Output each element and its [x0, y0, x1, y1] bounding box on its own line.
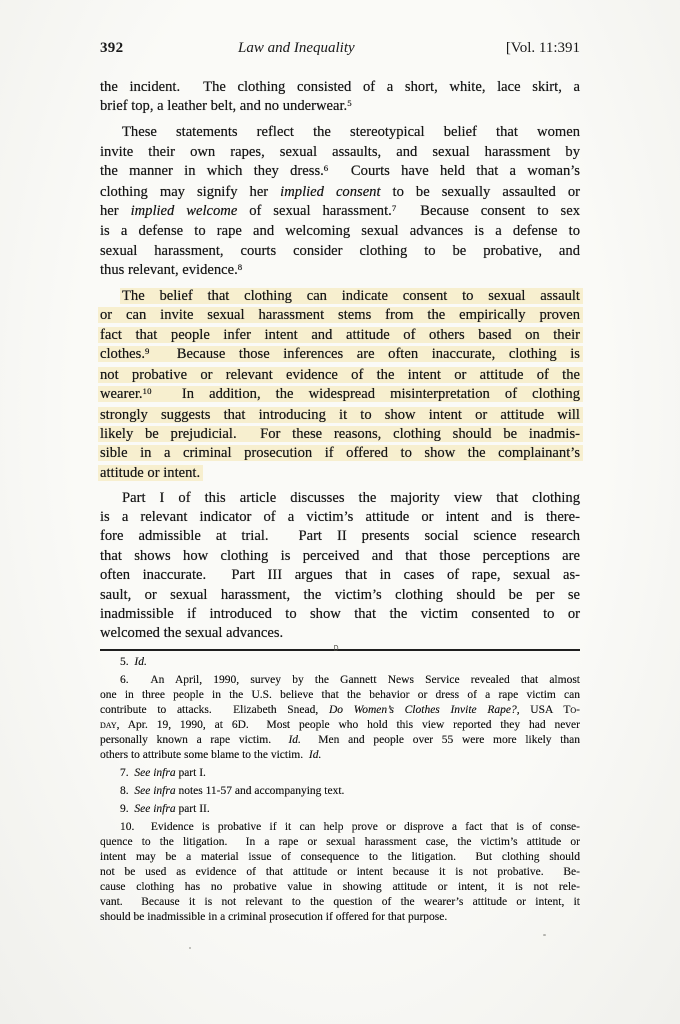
- footnote-marker: 7: [391, 202, 397, 213]
- text-run: fore admissible at trial. Part II presents social science research: [100, 528, 580, 545]
- text-line: [100, 326, 580, 345]
- text-line: [100, 183, 580, 202]
- text-run: sible in a criminal prosecution if offered to show the complainant’s: [100, 445, 580, 462]
- text-run: 10. Evidence is probative if it can help prove or disprove a fact that is of conse-: [120, 820, 580, 833]
- footnote-marker: 6: [323, 162, 329, 173]
- text-run: Id.: [308, 748, 322, 761]
- text-line: [100, 162, 580, 182]
- text-run: quence to the litigation. In a rape or sexual harassment case, the victim’s attitude or: [100, 835, 580, 848]
- text-line: [100, 895, 580, 910]
- text-run: 9.: [120, 802, 135, 815]
- text-run: others to attribute some blame to the victim.: [100, 748, 309, 761]
- footnote-separator-rule: [100, 649, 580, 651]
- text-line: [100, 605, 580, 624]
- text-run: In addition, the widespread misinterpretation of clothing: [151, 386, 580, 403]
- page-number: 392: [100, 40, 124, 56]
- text-run: not be used as evidence of that attitude or intent because it is not probative. Be-: [100, 865, 580, 878]
- text-run: strongly suggests that introducing it to show intent or attitude will: [100, 406, 580, 423]
- footnotes-section: [100, 655, 580, 925]
- text-run: Men and people over 55 were more likely than: [300, 733, 580, 746]
- text-line: [100, 425, 580, 444]
- text-run: attitude or intent.: [100, 464, 201, 481]
- text-line: [100, 489, 580, 508]
- text-run: These statements reflect the stereotypical belief that women: [122, 124, 580, 141]
- paragraph: [100, 784, 580, 799]
- text-run: sexual harassment, courts consider clothing to be probative, and: [100, 242, 580, 259]
- text-line: [100, 508, 580, 527]
- text-run: the incident. The clothing consisted of a short, white, lace skirt, a: [100, 79, 580, 95]
- text-line: [100, 802, 580, 817]
- text-line: [100, 820, 580, 835]
- text-run: day: [100, 718, 117, 731]
- text-run: not probative or relevant evidence of the intent or attitude of the: [100, 366, 580, 383]
- text-run: to be sexually assaulted or: [380, 183, 580, 200]
- text-run: clothes.: [100, 346, 145, 363]
- text-run: or can invite sexual harassment stems from the empirically proven: [100, 307, 580, 324]
- text-run: brief top, a leather belt, and no underwear.: [100, 98, 348, 115]
- paragraph: [100, 820, 580, 925]
- text-run: part II.: [175, 802, 210, 815]
- highlight-span: [100, 426, 580, 442]
- text-line: [100, 910, 580, 925]
- highlight-span: [100, 407, 580, 423]
- text-run: wearer.: [100, 386, 143, 403]
- text-line: [100, 385, 580, 405]
- text-line: [100, 444, 580, 463]
- text-run: her: [100, 202, 131, 219]
- highlight-span: [100, 327, 580, 343]
- scan-speck: [543, 934, 546, 936]
- text-run: Because those inferences are often inaccurate, clothing is: [149, 346, 580, 363]
- text-line: [100, 673, 580, 688]
- text-run: notes 11-57 and accompanying text.: [175, 784, 345, 797]
- footnote-marker: 10: [142, 385, 152, 396]
- text-line: [100, 880, 580, 895]
- text-line: [100, 784, 580, 799]
- text-line: [100, 766, 580, 781]
- text-run: 6. An April, 1990, survey by the Gannett News Service revealed that almost: [120, 673, 580, 686]
- text-line: [100, 835, 580, 850]
- text-line: [100, 748, 580, 763]
- text-run: To-: [563, 703, 580, 716]
- text-run: personally known a rape victim.: [100, 733, 289, 746]
- text-line: [100, 718, 580, 733]
- text-line: [100, 143, 580, 162]
- text-run: See infra: [134, 784, 176, 797]
- text-run: likely be prejudicial. For these reasons, clothing should be inadmis-: [100, 425, 580, 442]
- highlight-span: [100, 307, 580, 323]
- text-run: fact that people infer intent and attitude of others based on their: [100, 326, 580, 343]
- text-run: , Apr. 19, 1990, at 6D. Most people who hold this view reported they had never: [116, 718, 580, 731]
- footnote-marker: 8: [237, 261, 243, 272]
- highlight-span: [122, 288, 580, 304]
- paragraph: [100, 673, 580, 763]
- text-line: [100, 655, 580, 670]
- text-run: 7.: [120, 766, 135, 779]
- text-run: 8.: [120, 784, 135, 797]
- text-line: [100, 123, 580, 142]
- text-line: [100, 547, 580, 566]
- scan-artifact-mark: D: [333, 644, 339, 653]
- text-line: [100, 202, 580, 222]
- text-run: cause clothing has no probative value in showing attitude or intent, it is not rele-: [100, 880, 580, 893]
- text-run: one in three people in the U.S. believe that the behavior or dress of a rape victim can: [100, 688, 580, 701]
- text-run: clothing may signify her: [100, 183, 281, 200]
- highlight-span: [100, 465, 200, 481]
- text-run: The belief that clothing can indicate consent to sexual assault: [122, 288, 580, 305]
- page-content: [100, 38, 580, 925]
- highlighted-paragraph: [100, 287, 580, 483]
- running-head: [100, 38, 580, 58]
- text-run: the manner in which they dress.: [100, 163, 324, 180]
- text-run: Id.: [288, 733, 301, 746]
- text-run: See infra: [134, 802, 176, 815]
- highlight-span: [100, 367, 580, 383]
- text-run: contribute to attacks. Elizabeth Snead,: [100, 703, 329, 716]
- text-line: [100, 345, 580, 365]
- text-run: See infra: [134, 766, 176, 779]
- text-run: of sexual harassment.: [237, 202, 392, 219]
- text-run: vant. Because it is not relevant to the question of the wearer’s attitude or intent, it: [100, 895, 580, 908]
- footnote-marker: 9: [145, 346, 150, 357]
- text-run: Id.: [134, 655, 147, 668]
- text-run: is a relevant indicator of a victim’s attitude or intent and is there-: [100, 509, 580, 526]
- journal-title: Law and Inequality: [238, 40, 355, 56]
- text-run: inadmissible if introduced to show that the victim consented to or: [100, 606, 580, 623]
- text-run: 5.: [120, 655, 135, 668]
- paragraph: [100, 489, 580, 644]
- text-run: Do Women’s Clothes Invite Rape?: [328, 703, 517, 716]
- text-line: [100, 703, 580, 718]
- text-line: [100, 624, 580, 643]
- text-line: [100, 850, 580, 865]
- volume-citation: [Vol. 11:391: [505, 40, 580, 56]
- text-line: [100, 406, 580, 425]
- text-line: [100, 586, 580, 605]
- text-run: invite their own rapes, sexual assaults, and sexual harassment by: [100, 143, 580, 160]
- text-run: implied welcome: [130, 202, 238, 219]
- article-body: [100, 78, 580, 644]
- highlight-span: [100, 346, 580, 362]
- text-line: [100, 306, 580, 325]
- paragraph: [100, 78, 580, 118]
- text-run: sault, or sexual harassment, the victim’s clothing should be per se: [100, 586, 580, 603]
- paragraph: [100, 123, 580, 281]
- paragraph: [100, 802, 580, 817]
- text-run: part I.: [175, 766, 206, 779]
- text-run: often inaccurate. Part III argues that in cases of rape, sexual as-: [100, 567, 580, 584]
- text-run: Because consent to sex: [396, 202, 580, 219]
- footnote-marker: 5: [347, 98, 352, 109]
- text-line: [100, 688, 580, 703]
- text-line: [100, 566, 580, 585]
- text-line: [100, 366, 580, 385]
- text-line: [100, 261, 580, 281]
- text-run: intent may be a material issue of consequence to the litigation. But clothing should: [100, 850, 580, 863]
- text-line: [100, 464, 580, 483]
- paragraph: [100, 655, 580, 670]
- text-line: [100, 97, 580, 117]
- text-run: Courts have held that a woman’s: [328, 163, 580, 180]
- highlight-span: [100, 445, 580, 461]
- text-line: [100, 78, 580, 97]
- paragraph: [100, 766, 580, 781]
- text-run: implied consent: [280, 183, 381, 200]
- text-run: welcomed the sexual advances.: [100, 625, 284, 642]
- text-run: should be inadmissible in a criminal prosecution if offered for that purpose.: [100, 910, 448, 923]
- text-run: , USA: [516, 703, 564, 716]
- text-run: is a defense to rape and welcoming sexual advances is a defense to: [100, 223, 580, 240]
- text-line: [100, 242, 580, 261]
- text-run: that shows how clothing is perceived and that those perceptions are: [100, 547, 580, 564]
- highlight-span: [100, 386, 580, 402]
- text-line: [100, 222, 580, 241]
- scan-speck: [189, 947, 191, 949]
- text-line: [100, 527, 580, 546]
- text-run: Part I of this article discusses the majority view that clothing: [122, 489, 580, 506]
- text-line: [100, 287, 580, 306]
- text-line: [100, 865, 580, 880]
- text-line: [100, 733, 580, 748]
- text-run: thus relevant, evidence.: [100, 262, 238, 279]
